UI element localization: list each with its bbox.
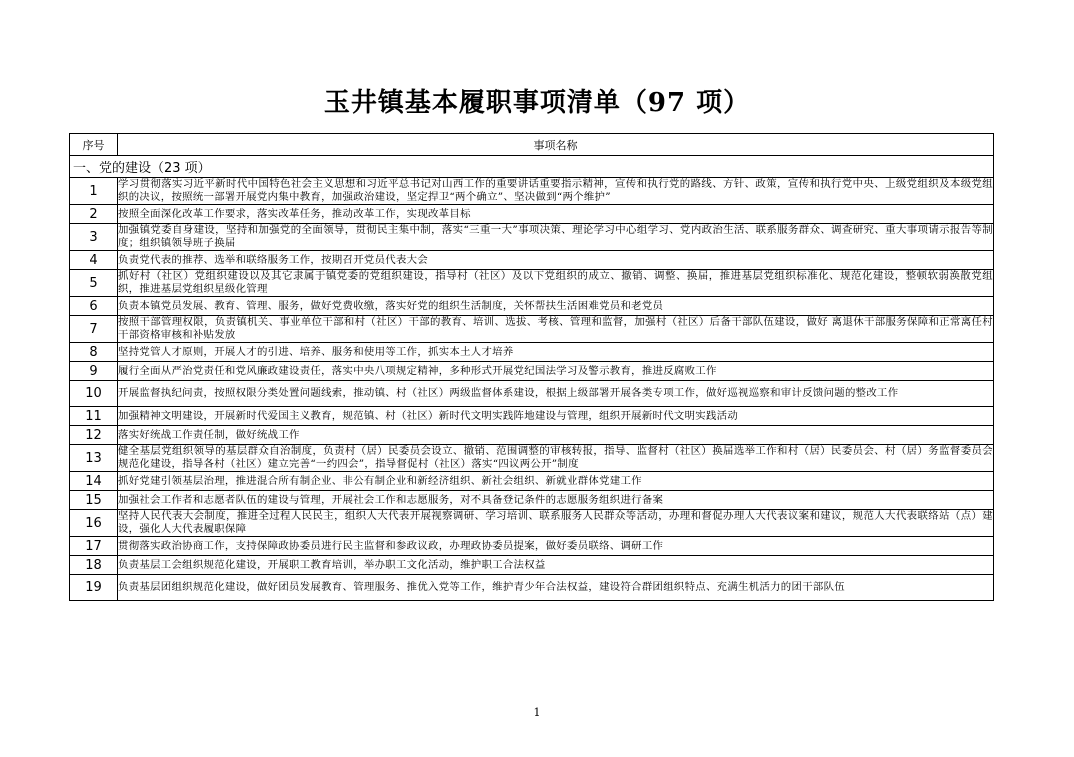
row-item-text: 落实好统战工作责任制，做好统战工作 — [118, 426, 994, 445]
section-heading: 一、党的建设（23 项） — [70, 156, 994, 178]
table-row — [70, 316, 994, 343]
row-serial-number: 4 — [70, 251, 118, 270]
row-item-text: 抓好党建引领基层治理，推进混合所有制企业、非公有制企业和新经济组织、新社会组织、新就业群体党建工作 — [118, 472, 994, 491]
row-serial-number: 11 — [70, 407, 118, 426]
table-body — [70, 156, 994, 601]
row-item-text: 负责本镇党员发展、教育、管理、服务，做好党费收缴，落实好党的组织生活制度，关怀帮扶生活困难党员和老党员 — [118, 297, 994, 316]
table-row — [70, 407, 994, 426]
row-item-text: 坚持党管人才原则，开展人才的引进、培养、服务和使用等工作，抓实本土人才培养 — [118, 343, 994, 362]
row-serial-number: 15 — [70, 491, 118, 510]
table-row — [70, 297, 994, 316]
row-item-text: 加强社会工作者和志愿者队伍的建设与管理，开展社会工作和志愿服务，对不具备登记条件的志愿服务组织进行备案 — [118, 491, 994, 510]
row-serial-number: 19 — [70, 575, 118, 601]
row-item-text: 开展监督执纪问责，按照权限分类处置问题线索，推动镇、村（社区）两级监督体系建设，根据上级部署开展各类专项工作，做好巡视巡察和审计反馈问题的整改工作 — [118, 381, 994, 407]
table-row — [70, 537, 994, 556]
row-item-text: 负责基层团组织规范化建设，做好团员发展教育、管理服务、推优入党等工作，维护青少年合法权益，建设符合群团组织特点、充满生机活力的团干部队伍 — [118, 575, 994, 601]
row-serial-number: 12 — [70, 426, 118, 445]
row-item-text: 学习贯彻落实习近平新时代中国特色社会主义思想和习近平总书记对山西工作的重要讲话重要指示精神，宣传和执行党的路线、方针、政策，宣传和执行党中央、上级党组织及本级党组织的决议，按照统一部署开展党内集中教育，加强政治建设，坚定捍卫“两个确立”、坚决做到“两个维护” — [118, 178, 993, 203]
table-row — [70, 251, 994, 270]
table-row — [70, 472, 994, 491]
row-serial-number: 10 — [70, 381, 118, 407]
row-serial-number: 3 — [70, 224, 118, 251]
row-item-text: 加强镇党委自身建设，坚持和加强党的全面领导，贯彻民主集中制，落实“三重一大”事项决策、理论学习中心组学习、党内政治生活、联系服务群众、调查研究、重大事项请示报告等制度；组织镇领导班子换届 — [118, 224, 993, 249]
row-item-text: 履行全面从严治党责任和党风廉政建设责任，落实中央八项规定精神，多种形式开展党纪国法学习及警示教育，推进反腐败工作 — [118, 362, 994, 381]
table-row — [70, 343, 994, 362]
row-serial-number: 8 — [70, 343, 118, 362]
row-serial-number: 17 — [70, 537, 118, 556]
row-item-text: 负责基层工会组织规范化建设，开展职工教育培训，举办职工文化活动，维护职工合法权益 — [118, 556, 994, 575]
row-item-text: 负责党代表的推荐、选举和联络服务工作，按期召开党员代表大会 — [118, 251, 994, 270]
table-row — [70, 426, 994, 445]
table-header-row — [70, 134, 994, 156]
row-item-text: 贯彻落实政治协商工作，支持保障政协委员进行民主监督和参政议政，办理政协委员提案，做好委员联络、调研工作 — [118, 537, 994, 556]
row-serial-number: 1 — [70, 178, 118, 205]
table-row — [70, 556, 994, 575]
table-row — [70, 491, 994, 510]
row-serial-number: 18 — [70, 556, 118, 575]
table-row — [70, 224, 994, 251]
row-item-text: 按照全面深化改革工作要求，落实改革任务，推动改革工作，实现改革目标 — [118, 205, 994, 224]
page-number: 1 — [533, 706, 541, 719]
table-row — [70, 510, 994, 537]
header-serial-number: 序号 — [70, 134, 118, 156]
row-serial-number: 13 — [70, 445, 118, 472]
row-item-text: 健全基层党组织领导的基层群众自治制度，负责村（居）民委员会设立、撤销、范围调整的审核转报，指导、监督村（社区）换届选举工作和村（居）民委员会、村（居）务监督委员会规范化建设，指导各村（社区）建立完善“一约四会”，指导督促村（社区）落实“四议两公开”制度 — [118, 445, 993, 470]
table-row — [70, 270, 994, 297]
document-title: 玉井镇基本履职事项清单（97 项） — [323, 88, 751, 118]
row-serial-number: 6 — [70, 297, 118, 316]
row-serial-number: 9 — [70, 362, 118, 381]
row-item-text: 加强精神文明建设，开展新时代爱国主义教育，规范镇、村（社区）新时代文明实践阵地建设与管理，组织开展新时代文明实践活动 — [118, 407, 994, 426]
duty-items-table — [69, 133, 994, 601]
row-serial-number: 5 — [70, 270, 118, 297]
row-serial-number: 7 — [70, 316, 118, 343]
row-item-text: 抓好村（社区）党组织建设以及其它隶属于镇党委的党组织建设，指导村（社区）及以下党组织的成立、撤销、调整、换届，推进基层党组织标准化、规范化建设，整顿软弱涣散党组织，推进基层党组织星级化管理 — [118, 270, 993, 295]
table-row — [70, 362, 994, 381]
table-row — [70, 445, 994, 472]
row-item-text: 按照干部管理权限，负责镇机关、事业单位干部和村（社区）干部的教育、培训、选拔、考核、管理和监督，加强村（社区）后备干部队伍建设，做好 离退休干部服务保障和正常离任村干部资格审核和补贴发放 — [118, 316, 993, 341]
row-serial-number: 16 — [70, 510, 118, 537]
header-item-name: 事项名称 — [118, 134, 994, 156]
table-row — [70, 205, 994, 224]
row-item-text: 坚持人民代表大会制度，推进全过程人民民主，组织人大代表开展视察调研、学习培训、联系服务人民群众等活动，办理和督促办理人大代表议案和建议，规范人大代表联络站（点）建设，强化人大代表履职保障 — [118, 510, 993, 535]
table-row — [70, 178, 994, 205]
row-serial-number: 2 — [70, 205, 118, 224]
table-row — [70, 575, 994, 601]
section-row-party-building — [70, 156, 994, 178]
row-serial-number: 14 — [70, 472, 118, 491]
table-row — [70, 381, 994, 407]
